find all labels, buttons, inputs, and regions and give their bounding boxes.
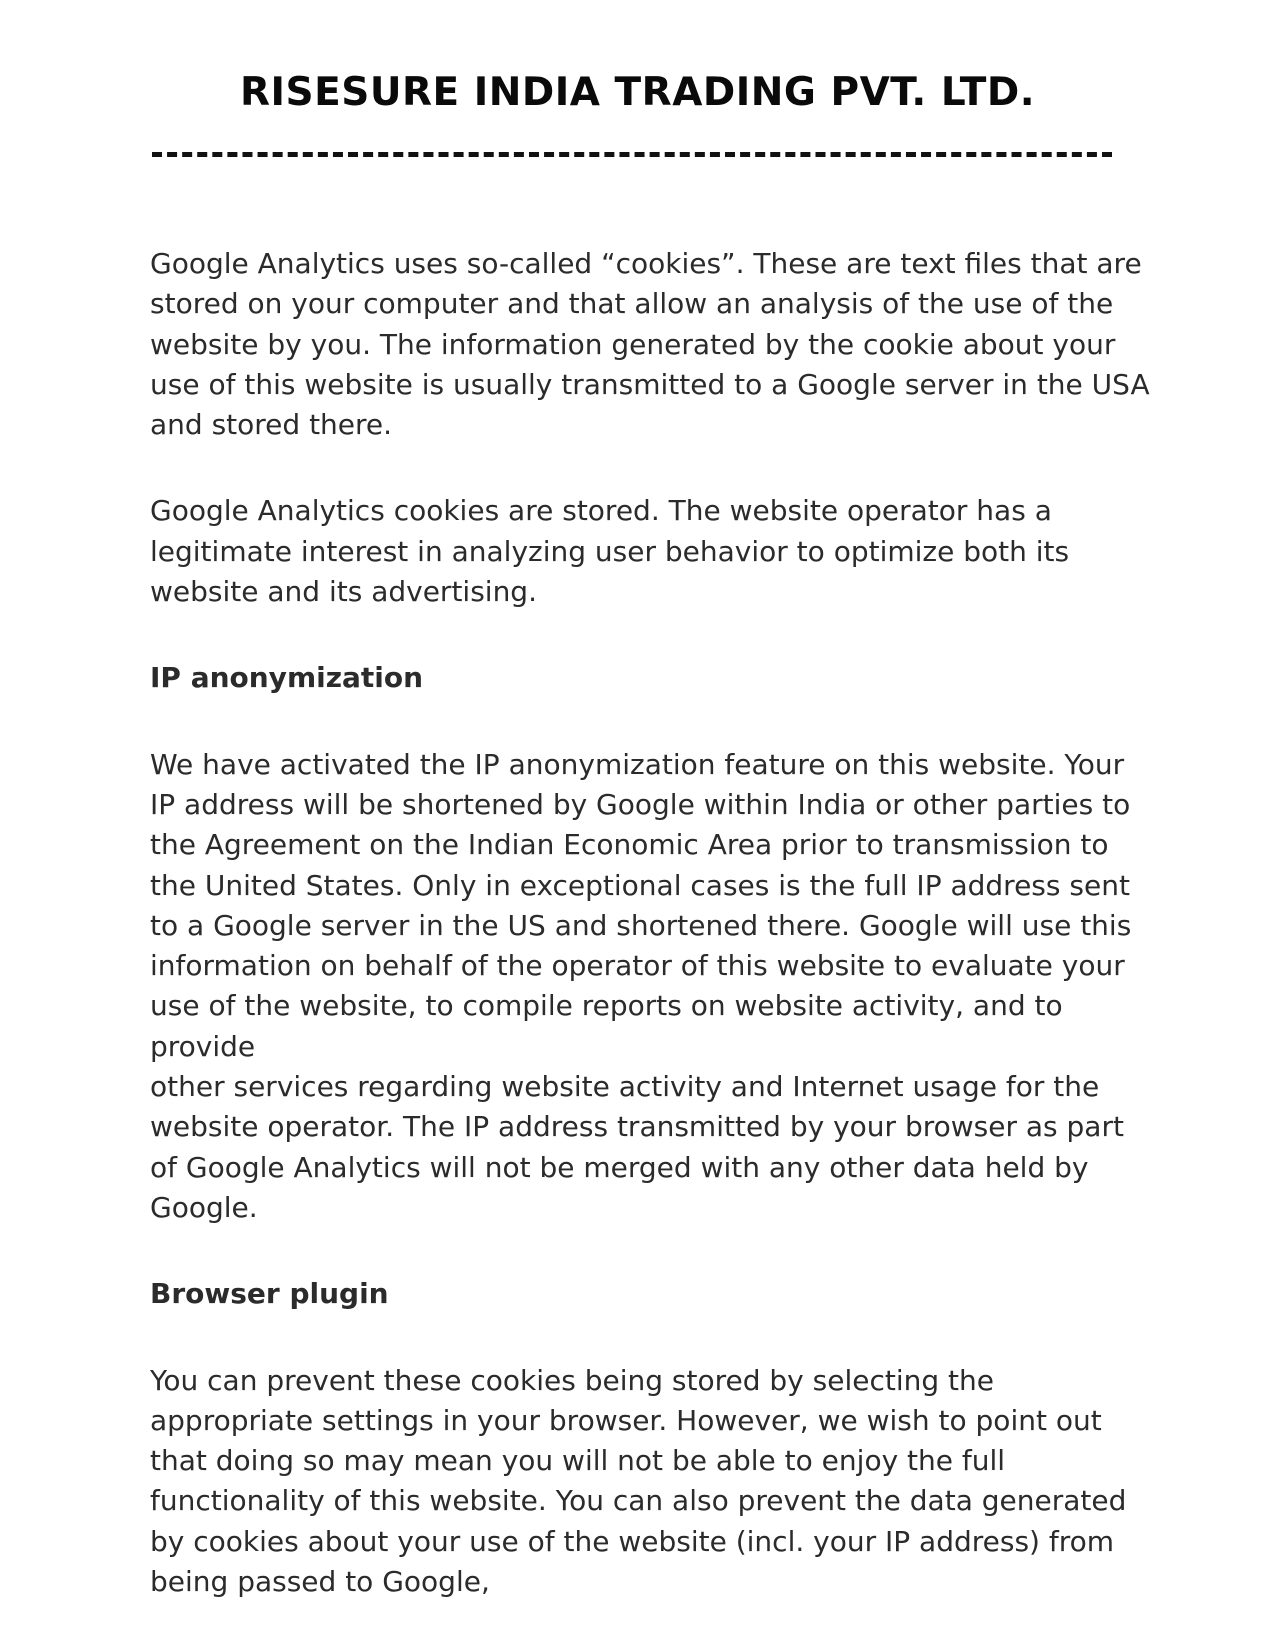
paragraph-cookies-intro (150, 244, 1150, 445)
text-line: Google Analytics cookies are stored. The website operator has a (150, 494, 1052, 528)
text-line: the Agreement on the Indian Economic Area prior to transmission to (150, 828, 1109, 862)
text-line: other services regarding website activity and Internet usage for the (150, 1070, 1100, 1104)
text-line: use of this website is usually transmitted to a Google server in the USA (150, 367, 1150, 401)
text-line: legitimate interest in analyzing user behavior to optimize both its (150, 534, 1070, 568)
text-line: Google Analytics uses so-called “cookies”. These are text files that are (150, 247, 1142, 280)
text-line: that doing so may mean you will not be able to enjoy the full (150, 1444, 1006, 1478)
paragraph-ip-anonymization (150, 745, 1130, 1229)
heading-ip-anonymization: IP anonymization (150, 661, 424, 695)
text-line: information on behalf of the operator of this website to evaluate your (150, 949, 1125, 983)
paragraph-browser-plugin (150, 1361, 1130, 1603)
text-line: website operator. The IP address transmitted by your browser as part (150, 1110, 1124, 1144)
text-line: Google. (150, 1190, 258, 1224)
text-line: We have activated the IP anonymization feature on this website. Your (150, 747, 1125, 781)
text-line: provide (150, 1029, 256, 1063)
text-line: and stored there. (150, 408, 393, 442)
text-line: stored on your computer and that allow an analysis of the use of the (150, 287, 1114, 321)
text-line: being passed to Google, (150, 1565, 490, 1599)
text-line: the United States. Only in exceptional cases is the full IP address sent (150, 868, 1130, 902)
text-line: website and its advertising. (150, 575, 537, 609)
text-line: to a Google server in the US and shortened there. Google will use this (150, 908, 1132, 942)
text-line: functionality of this website. You can also prevent the data generated (150, 1484, 1127, 1518)
paragraph-cookies-stored (150, 491, 1130, 612)
company-title: RISESURE INDIA TRADING PVT. LTD. (239, 70, 1036, 115)
text-line: You can prevent these cookies being stored by selecting the (150, 1363, 994, 1397)
title-divider (152, 152, 1112, 157)
text-line: by cookies about your use of the website (incl. your IP address) from (150, 1524, 1115, 1558)
heading-browser-plugin: Browser plugin (150, 1277, 389, 1311)
text-line: website by you. The information generated by the cookie about your (150, 327, 1116, 361)
text-line: of Google Analytics will not be merged with any other data held by (150, 1150, 1089, 1184)
text-line: use of the website, to compile reports on website activity, and to (150, 989, 1063, 1023)
text-line: IP address will be shortened by Google within India or other parties to (150, 787, 1131, 821)
text-line: appropriate settings in your browser. However, we wish to point out (150, 1403, 1102, 1437)
document-body (150, 244, 1150, 1648)
